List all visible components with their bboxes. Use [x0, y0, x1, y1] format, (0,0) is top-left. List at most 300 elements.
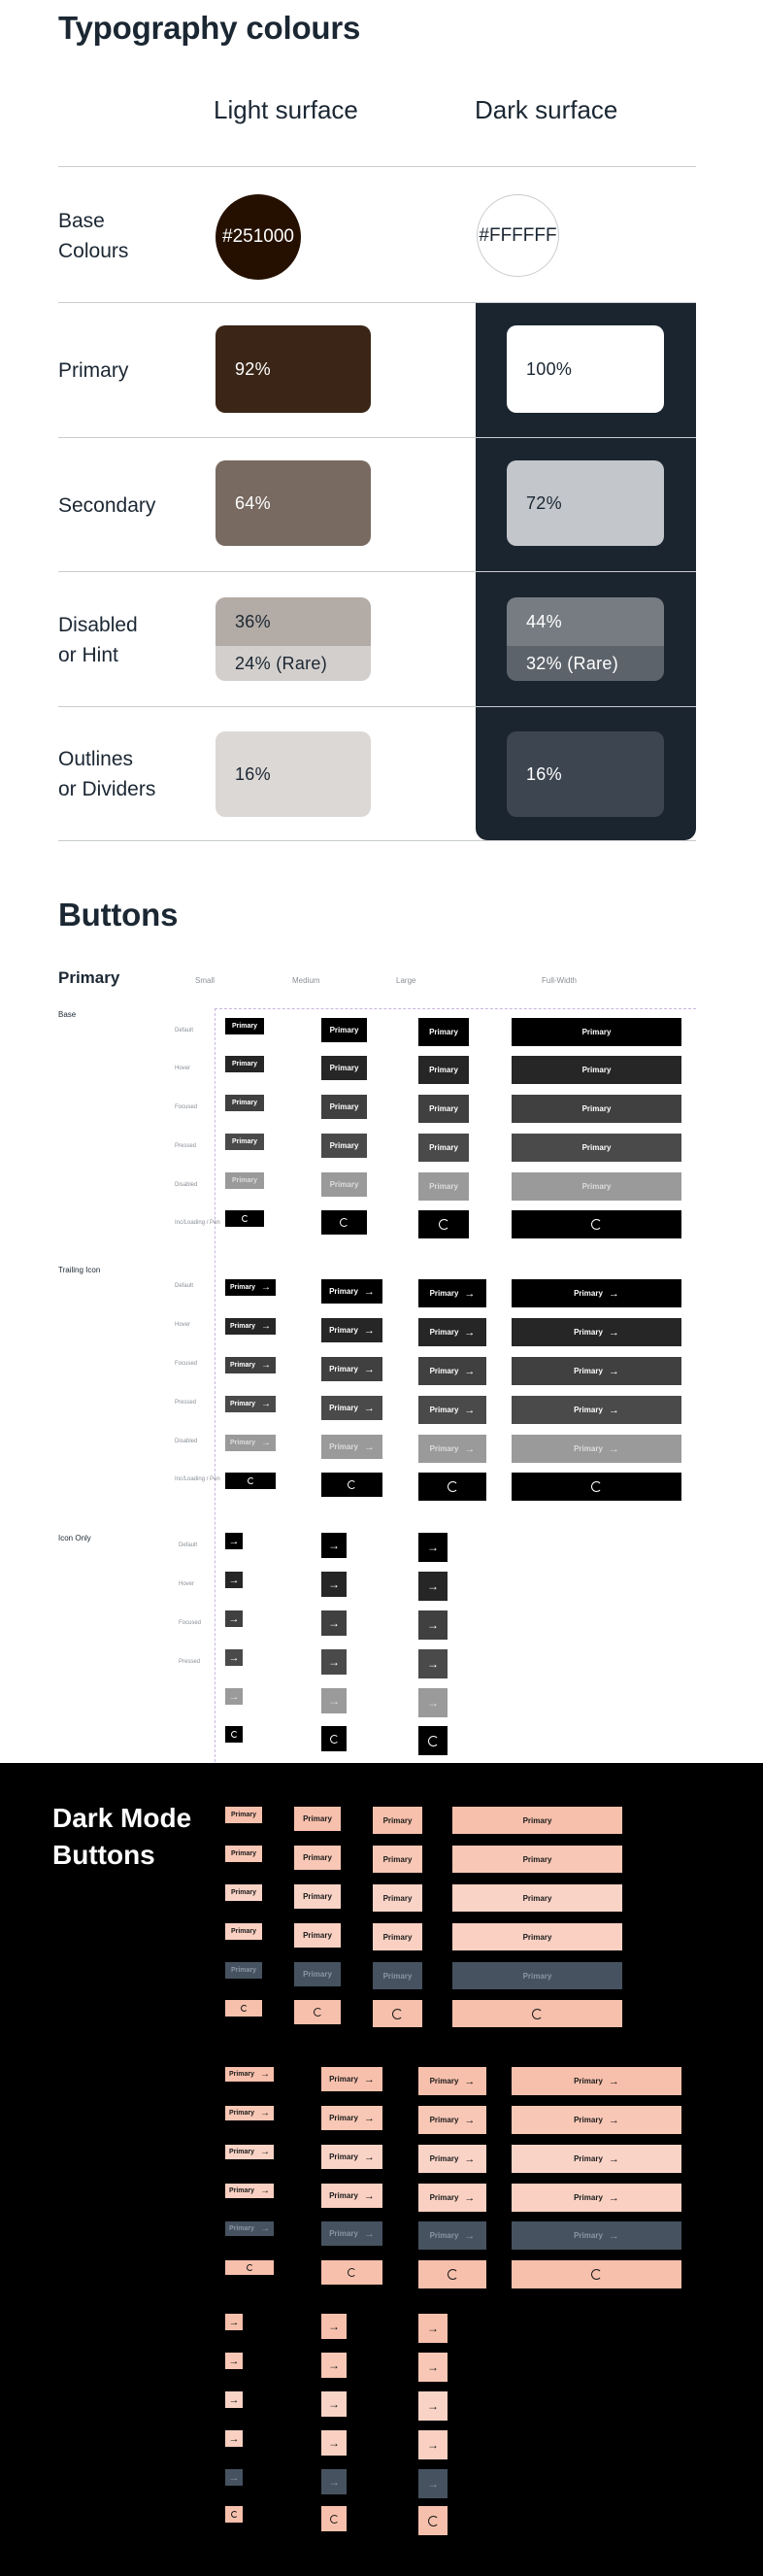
- state-label: Pressed: [179, 1659, 201, 1665]
- arrow-right-icon: →: [464, 1365, 476, 1377]
- row-label-outlines: [58, 744, 155, 804]
- primary-trailing-button[interactable]: [225, 1473, 276, 1489]
- primary-button[interactable]: [512, 1210, 681, 1238]
- button-label: Primary: [303, 1892, 332, 1901]
- arrow-right-icon: →: [261, 1282, 272, 1293]
- dark-trailing-button[interactable]: [512, 2221, 681, 2250]
- button-label: Primary: [581, 1066, 612, 1074]
- button-label: Primary: [329, 1287, 358, 1296]
- dark-icon-button[interactable]: [321, 2391, 347, 2417]
- dark-icon-button[interactable]: [321, 2506, 347, 2531]
- primary-trailing-button[interactable]: [418, 1279, 486, 1307]
- state-label: Focused: [175, 1104, 198, 1110]
- dark-icon-button[interactable]: [418, 2469, 448, 2498]
- base-color-dark-value: #FFFFFF: [479, 224, 557, 246]
- button-label: Primary: [429, 1406, 459, 1414]
- base-color-light-value: #251000: [222, 226, 294, 247]
- arrow-right-icon: →: [228, 1612, 240, 1625]
- dark-icon-button[interactable]: [225, 2469, 243, 2486]
- button-label: Primary: [329, 1442, 358, 1451]
- dark-primary-button[interactable]: [225, 1807, 262, 1823]
- primary-trailing-button[interactable]: [321, 1396, 382, 1420]
- dark-primary-button[interactable]: [452, 1962, 622, 1989]
- primary-trailing-button[interactable]: [225, 1279, 276, 1296]
- dark-trailing-button[interactable]: [512, 2106, 681, 2134]
- button-label: Primary: [429, 1028, 458, 1036]
- dark-icon-button[interactable]: [418, 2506, 448, 2535]
- button-label: Primary: [231, 1177, 258, 1184]
- primary-icon-button[interactable]: [225, 1533, 243, 1549]
- button-label: Primary: [231, 1061, 258, 1068]
- button-label: Primary: [231, 1023, 258, 1030]
- dark-primary-button[interactable]: [225, 2000, 262, 2017]
- dark-primary-button[interactable]: [373, 1807, 422, 1834]
- button-label: Primary: [303, 1970, 332, 1979]
- button-label: Primary: [574, 2154, 603, 2163]
- dark-icon-button[interactable]: [225, 2314, 243, 2330]
- primary-trailing-button[interactable]: [512, 1357, 681, 1385]
- arrow-right-icon: →: [260, 2147, 271, 2157]
- button-label: Primary: [329, 1180, 359, 1189]
- dark-trailing-button[interactable]: [512, 2145, 681, 2173]
- row-label-secondary: Secondary: [58, 494, 156, 517]
- dark-primary-button[interactable]: [452, 1846, 622, 1873]
- button-label: Primary: [574, 2231, 603, 2240]
- arrow-right-icon: →: [427, 2322, 439, 2335]
- arrow-right-icon: →: [427, 1579, 439, 1593]
- arrow-right-icon: →: [363, 1441, 375, 1453]
- dark-primary-button[interactable]: [373, 1962, 422, 1989]
- arrow-right-icon: →: [228, 2432, 240, 2445]
- button-label: Primary: [230, 1889, 257, 1896]
- button-label: Primary: [230, 1967, 257, 1974]
- primary-icon-button[interactable]: [321, 1572, 347, 1597]
- dark-primary-button[interactable]: [225, 1923, 262, 1940]
- button-label: Primary: [429, 1367, 459, 1375]
- primary-icon-button[interactable]: [225, 1572, 243, 1588]
- spinner-icon: [314, 2008, 322, 2017]
- row-label-base: [58, 206, 128, 266]
- arrow-right-icon: →: [427, 1696, 439, 1710]
- dark-primary-button[interactable]: [294, 1807, 341, 1831]
- arrow-right-icon: →: [363, 2073, 375, 2085]
- button-label: Primary: [228, 2225, 255, 2232]
- primary-trailing-button[interactable]: [225, 1357, 276, 1373]
- dark-trailing-button[interactable]: [321, 2145, 382, 2169]
- divider: [58, 302, 696, 303]
- button-label: Primary: [382, 1971, 413, 1981]
- dark-icon-button[interactable]: [321, 2314, 347, 2339]
- primary-button[interactable]: [225, 1210, 264, 1227]
- primary-trailing-button[interactable]: [321, 1279, 382, 1304]
- primary-button[interactable]: [418, 1172, 469, 1201]
- button-label: Primary: [522, 1971, 552, 1981]
- row-label-primary: Primary: [58, 359, 129, 382]
- dark-primary-button[interactable]: [452, 1807, 622, 1834]
- dark-icon-button[interactable]: [225, 2506, 243, 2523]
- primary-icon-button[interactable]: [321, 1649, 347, 1675]
- arrow-right-icon: →: [228, 1690, 240, 1703]
- disabled-light-36: [216, 597, 371, 646]
- primary-trailing-button[interactable]: [225, 1435, 276, 1451]
- size-label-fullwidth: Full-Width: [542, 976, 578, 985]
- secondary-light-swatch: [216, 460, 371, 546]
- primary-icon-button[interactable]: [225, 1688, 243, 1705]
- arrow-right-icon: →: [261, 1399, 272, 1409]
- primary-icon-button[interactable]: [321, 1726, 347, 1751]
- button-label: Primary: [581, 1182, 612, 1191]
- spinner-icon: [340, 1218, 348, 1227]
- spinner-icon: [330, 2515, 339, 2524]
- arrow-right-icon: →: [427, 1618, 439, 1632]
- primary-icon-button[interactable]: [418, 1649, 448, 1678]
- primary-button[interactable]: [321, 1172, 367, 1197]
- button-label: Primary: [229, 1284, 256, 1291]
- disabled-light-swatch: [216, 597, 371, 681]
- spinner-icon: [348, 1480, 356, 1489]
- dark-trailing-button[interactable]: [225, 2260, 274, 2275]
- base-color-light-swatch: [216, 194, 301, 280]
- primary-trailing-button[interactable]: [225, 1396, 276, 1412]
- dark-mode-title-line: Buttons: [52, 1840, 155, 1870]
- primary-button[interactable]: [225, 1172, 264, 1189]
- arrow-right-icon: →: [328, 1616, 340, 1630]
- button-label: Primary: [382, 1932, 413, 1942]
- state-label: Inc/Loading / Pen: [175, 1220, 220, 1226]
- button-label: Primary: [429, 1182, 458, 1191]
- state-label: Pressed: [175, 1400, 197, 1406]
- primary-button[interactable]: [225, 1095, 264, 1111]
- arrow-right-icon: →: [260, 2108, 271, 2118]
- arrow-right-icon: →: [363, 2112, 375, 2124]
- button-label: Primary: [574, 2193, 603, 2202]
- arrow-right-icon: →: [464, 1287, 476, 1300]
- arrow-right-icon: →: [608, 2229, 619, 2242]
- button-label: Primary: [230, 1928, 257, 1935]
- primary-button[interactable]: [321, 1056, 367, 1080]
- row-label-line: or Hint: [58, 644, 118, 666]
- dark-icon-button[interactable]: [321, 2353, 347, 2378]
- primary-button[interactable]: [512, 1095, 681, 1123]
- primary-button[interactable]: [321, 1095, 367, 1119]
- primary-icon-button[interactable]: [321, 1688, 347, 1713]
- arrow-right-icon: →: [328, 1539, 340, 1552]
- dark-trailing-button[interactable]: [418, 2067, 486, 2095]
- dark-primary-button[interactable]: [294, 2000, 341, 2024]
- button-label: Primary: [329, 2191, 358, 2200]
- arrow-right-icon: →: [464, 2191, 476, 2204]
- button-label: Primary: [382, 1854, 413, 1864]
- spinner-icon: [247, 2264, 253, 2271]
- primary-button[interactable]: [418, 1134, 469, 1162]
- button-label: Primary: [230, 1850, 257, 1857]
- dark-trailing-button[interactable]: [418, 2184, 486, 2212]
- dark-trailing-button[interactable]: [225, 2106, 274, 2120]
- primary-button[interactable]: [321, 1210, 367, 1235]
- dark-primary-button[interactable]: [225, 1962, 262, 1979]
- arrow-right-icon: →: [427, 1541, 439, 1554]
- dark-icon-button[interactable]: [225, 2430, 243, 2447]
- swatch-value: 32% (Rare): [526, 653, 619, 673]
- primary-light-value: 92%: [235, 358, 271, 379]
- primary-button[interactable]: [418, 1056, 469, 1084]
- spinner-icon: [231, 2511, 238, 2518]
- primary-button[interactable]: [418, 1210, 469, 1238]
- state-label: Default: [175, 1283, 194, 1289]
- outlines-dark-swatch: [507, 731, 664, 817]
- button-label: Primary: [231, 1100, 258, 1106]
- arrow-right-icon: →: [608, 2075, 619, 2087]
- button-label: Primary: [429, 2193, 459, 2202]
- primary-trailing-button[interactable]: [512, 1473, 681, 1501]
- dark-trailing-button[interactable]: [418, 2106, 486, 2134]
- outlines-light-value: 16%: [235, 763, 271, 784]
- primary-trailing-button[interactable]: [321, 1357, 382, 1381]
- dark-trailing-button[interactable]: [225, 2067, 274, 2082]
- primary-light-swatch: [216, 325, 371, 413]
- button-label: Primary: [522, 1932, 552, 1942]
- primary-icon-button[interactable]: [321, 1533, 347, 1558]
- arrow-right-icon: →: [464, 1442, 476, 1455]
- swatch-value: 24% (Rare): [235, 653, 328, 673]
- typography-title: Typography colours: [58, 10, 361, 46]
- arrow-right-icon: →: [464, 2229, 476, 2242]
- primary-icon-button[interactable]: [321, 1610, 347, 1636]
- primary-button[interactable]: [321, 1134, 367, 1158]
- dark-trailing-button[interactable]: [321, 2221, 382, 2246]
- arrow-right-icon: →: [228, 2355, 240, 2367]
- base-color-dark-swatch: [477, 194, 559, 277]
- dark-primary-button[interactable]: [225, 1846, 262, 1862]
- button-label: Primary: [429, 1066, 458, 1074]
- dark-trailing-button[interactable]: [225, 2221, 274, 2236]
- button-label: Primary: [382, 1893, 413, 1903]
- primary-button[interactable]: [321, 1018, 367, 1042]
- primary-icon-button[interactable]: [418, 1533, 448, 1562]
- arrow-right-icon: →: [464, 2114, 476, 2126]
- arrow-right-icon: →: [608, 1442, 619, 1455]
- dark-icon-button[interactable]: [225, 2353, 243, 2369]
- arrow-right-icon: →: [363, 1363, 375, 1375]
- button-label: Primary: [231, 1138, 258, 1145]
- arrow-right-icon: →: [328, 2397, 340, 2411]
- primary-button[interactable]: [418, 1018, 469, 1046]
- arrow-right-icon: →: [328, 1655, 340, 1669]
- arrow-right-icon: →: [228, 1574, 240, 1586]
- dark-trailing-button[interactable]: [321, 2067, 382, 2091]
- state-label: Inc/Loading / Pen: [175, 1476, 220, 1482]
- dark-primary-button[interactable]: [452, 1923, 622, 1950]
- button-label: Primary: [329, 1326, 358, 1335]
- primary-trailing-button[interactable]: [512, 1396, 681, 1424]
- primary-icon-button[interactable]: [418, 1610, 448, 1640]
- dark-icon-button[interactable]: [321, 2469, 347, 2494]
- state-label: Focused: [179, 1620, 202, 1626]
- arrow-right-icon: →: [363, 2189, 375, 2202]
- arrow-right-icon: →: [363, 1285, 375, 1298]
- button-label: Primary: [574, 1406, 603, 1414]
- arrow-right-icon: →: [363, 2151, 375, 2163]
- primary-trailing-button[interactable]: [512, 1318, 681, 1346]
- spinner-icon: [591, 2269, 602, 2280]
- dark-primary-button[interactable]: [225, 1884, 262, 1901]
- button-label: Primary: [581, 1028, 612, 1036]
- dark-trailing-button[interactable]: [321, 2106, 382, 2130]
- dark-icon-button[interactable]: [418, 2430, 448, 2459]
- primary-trailing-button[interactable]: [321, 1473, 382, 1497]
- disabled-dark-32: [507, 646, 664, 681]
- dark-mode-title: [52, 1800, 191, 1874]
- disabled-dark-swatch: [507, 597, 664, 681]
- dark-icon-button[interactable]: [418, 2314, 448, 2343]
- primary-trailing-button[interactable]: [418, 1318, 486, 1346]
- dark-trailing-button[interactable]: [512, 2260, 681, 2288]
- button-label: Primary: [329, 2152, 358, 2161]
- dark-trailing-button[interactable]: [512, 2184, 681, 2212]
- button-label: Primary: [329, 2075, 358, 2084]
- primary-button[interactable]: [512, 1172, 681, 1201]
- primary-button[interactable]: [512, 1134, 681, 1162]
- state-label: Hover: [175, 1066, 191, 1071]
- dark-trailing-button[interactable]: [512, 2067, 681, 2095]
- light-surface-heading: Light surface: [214, 95, 358, 124]
- arrow-right-icon: →: [260, 2069, 271, 2080]
- swatch-value: 44%: [526, 611, 562, 631]
- divider: [58, 571, 696, 572]
- dark-trailing-button[interactable]: [418, 2260, 486, 2288]
- dark-icon-button[interactable]: [418, 2391, 448, 2421]
- outlines-dark-value: 16%: [526, 763, 562, 784]
- dark-icon-button[interactable]: [321, 2430, 347, 2456]
- dark-primary-button[interactable]: [452, 1884, 622, 1912]
- size-label-large: Large: [396, 976, 416, 985]
- arrow-right-icon: →: [363, 1402, 375, 1414]
- dark-trailing-button[interactable]: [418, 2221, 486, 2250]
- primary-icon-button[interactable]: [418, 1688, 448, 1717]
- dark-primary-button[interactable]: [294, 1846, 341, 1870]
- arrow-right-icon: →: [228, 2316, 240, 2328]
- primary-button[interactable]: [225, 1018, 264, 1034]
- size-label-small: Small: [195, 976, 216, 985]
- button-label: Primary: [229, 1440, 256, 1446]
- row-label-line: Base: [58, 210, 105, 232]
- primary-icon-button[interactable]: [225, 1610, 243, 1627]
- primary-trailing-button[interactable]: [512, 1435, 681, 1463]
- button-label: Primary: [303, 1853, 332, 1862]
- primary-icon-button[interactable]: [225, 1726, 243, 1743]
- button-label: Primary: [522, 1815, 552, 1825]
- arrow-right-icon: →: [427, 2438, 439, 2452]
- button-label: Primary: [429, 2116, 459, 2124]
- button-label: Primary: [574, 2077, 603, 2085]
- dark-icon-button[interactable]: [225, 2391, 243, 2408]
- arrow-right-icon: →: [328, 2436, 340, 2450]
- dark-trailing-button[interactable]: [321, 2260, 382, 2285]
- arrow-right-icon: →: [608, 2114, 619, 2126]
- dark-trailing-button[interactable]: [225, 2184, 274, 2198]
- row-label-line: Disabled: [58, 614, 138, 636]
- arrow-right-icon: →: [261, 1438, 272, 1448]
- button-label: Primary: [429, 2077, 459, 2085]
- primary-button[interactable]: [225, 1134, 264, 1150]
- arrow-right-icon: →: [427, 2399, 439, 2413]
- size-label-medium: Medium: [292, 976, 320, 985]
- dark-mode-title-line: Dark Mode: [52, 1803, 192, 1833]
- primary-trailing-button[interactable]: [418, 1435, 486, 1463]
- dark-primary-button[interactable]: [373, 1884, 422, 1912]
- button-label: Primary: [329, 1026, 359, 1034]
- state-label: Disabled: [175, 1439, 198, 1444]
- primary-button[interactable]: [512, 1056, 681, 1084]
- arrow-right-icon: →: [464, 2152, 476, 2165]
- dark-primary-button[interactable]: [452, 2000, 622, 2027]
- arrow-right-icon: →: [608, 1287, 619, 1300]
- primary-trailing-button[interactable]: [225, 1318, 276, 1335]
- spinner-icon: [231, 1731, 238, 1738]
- button-label: Primary: [329, 1141, 359, 1150]
- primary-icon-button[interactable]: [418, 1726, 448, 1755]
- group-label-base: Base: [58, 1010, 77, 1019]
- primary-trailing-button[interactable]: [418, 1473, 486, 1501]
- secondary-dark-swatch: [507, 460, 664, 546]
- dark-primary-button[interactable]: [294, 1884, 341, 1909]
- primary-trailing-button[interactable]: [418, 1357, 486, 1385]
- dark-primary-button[interactable]: [294, 1962, 341, 1986]
- primary-trailing-button[interactable]: [321, 1435, 382, 1459]
- dark-primary-button[interactable]: [373, 2000, 422, 2027]
- primary-icon-button[interactable]: [418, 1572, 448, 1601]
- primary-trailing-button[interactable]: [512, 1279, 681, 1307]
- button-label: Primary: [429, 1444, 459, 1453]
- dark-trailing-button[interactable]: [321, 2184, 382, 2208]
- spinner-icon: [392, 2009, 403, 2019]
- primary-button[interactable]: [225, 1056, 264, 1072]
- spinner-icon: [242, 1215, 249, 1222]
- spinner-icon: [248, 1477, 254, 1484]
- primary-icon-button[interactable]: [225, 1649, 243, 1666]
- dark-primary-button[interactable]: [373, 1846, 422, 1873]
- arrow-right-icon: →: [260, 2186, 271, 2196]
- state-label: Hover: [179, 1581, 195, 1587]
- arrow-right-icon: →: [464, 2075, 476, 2087]
- divider: [58, 437, 696, 438]
- primary-button[interactable]: [418, 1095, 469, 1123]
- arrow-right-icon: →: [608, 1326, 619, 1339]
- state-label: Default: [179, 1542, 198, 1548]
- state-label: Disabled: [175, 1182, 198, 1188]
- button-label: Primary: [229, 1323, 256, 1330]
- dark-primary-button[interactable]: [294, 1923, 341, 1948]
- group-label-trailing: Trailing Icon: [58, 1266, 101, 1274]
- arrow-right-icon: →: [608, 2152, 619, 2165]
- dark-icon-button[interactable]: [418, 2353, 448, 2382]
- button-label: Primary: [329, 1404, 358, 1412]
- row-label-line: Colours: [58, 240, 129, 262]
- primary-trailing-button[interactable]: [321, 1318, 382, 1342]
- dark-trailing-button[interactable]: [418, 2145, 486, 2173]
- spinner-icon: [439, 1219, 449, 1230]
- disabled-dark-44: [507, 597, 664, 646]
- primary-trailing-button[interactable]: [418, 1396, 486, 1424]
- button-label: Primary: [429, 2231, 459, 2240]
- dark-trailing-button[interactable]: [225, 2145, 274, 2159]
- dark-primary-button[interactable]: [373, 1923, 422, 1950]
- row-label-line: or Dividers: [58, 778, 156, 800]
- button-label: Primary: [522, 1854, 552, 1864]
- arrow-right-icon: →: [608, 1404, 619, 1416]
- primary-button[interactable]: [512, 1018, 681, 1046]
- spinner-icon: [428, 2516, 439, 2526]
